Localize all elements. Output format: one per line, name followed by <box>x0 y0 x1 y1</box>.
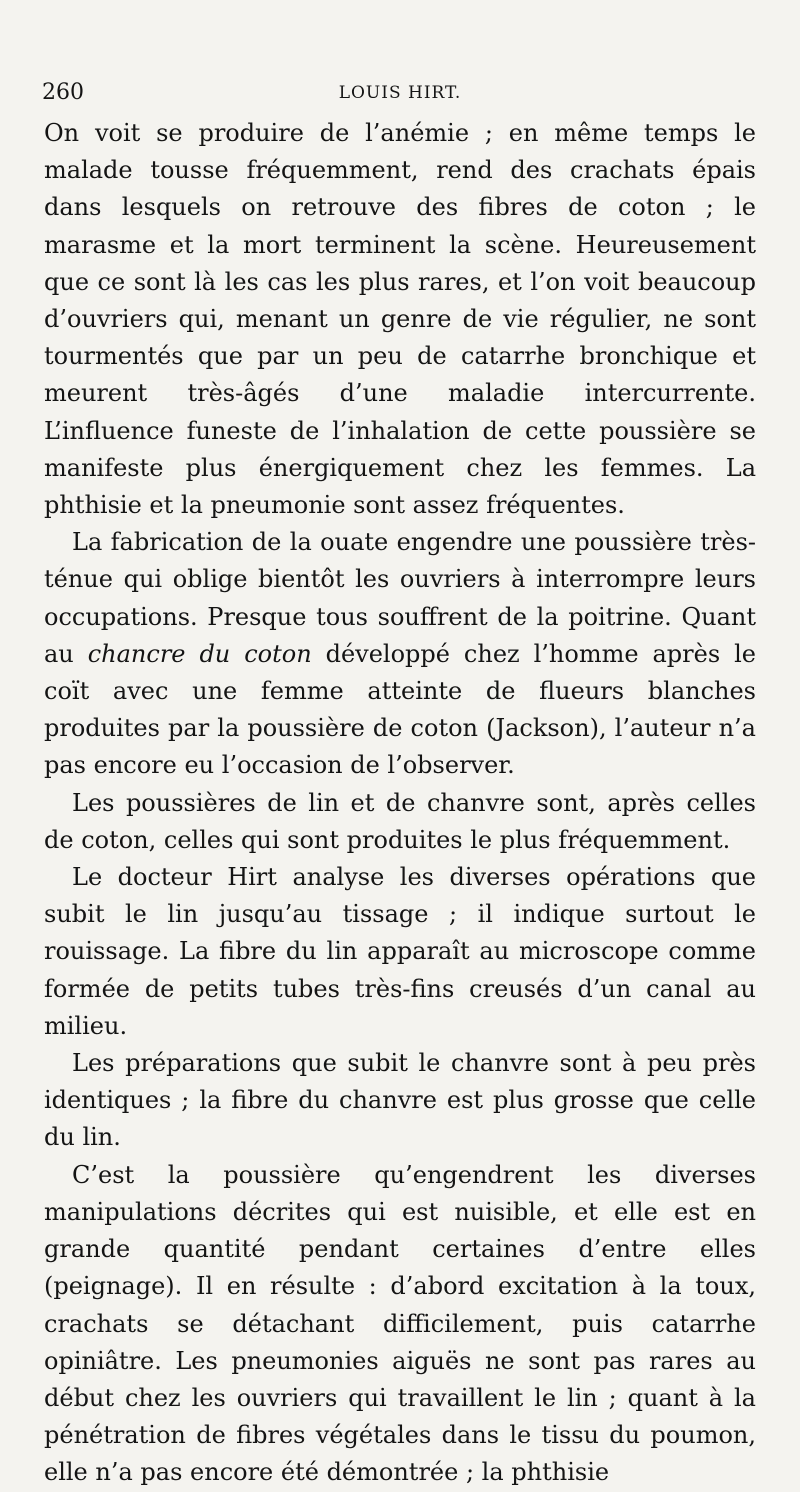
body-text <box>44 115 756 1492</box>
italic-term: chancre du coton <box>87 639 312 668</box>
paragraph-4: Le docteur Hirt analyse les diverses opérations que subit le lin jusqu’au tissage ; il indique surtout le rouissage. La fibre du lin apparaît au microscope comme formée de petits tubes très-fins creusés d’un canal au milieu. <box>44 863 756 1040</box>
paragraph-5: Les préparations que subit le chanvre sont à peu près identiques ; la fibre du chanvre est plus grosse que celle du lin. <box>44 1049 756 1152</box>
page-number: 260 <box>42 80 84 105</box>
paragraph-6: C’est la poussière qu’engendrent les diverses manipulations décrites qui est nuisible, et elle est en grande quantité pendant certaines d’entre elles (peignage). Il en résulte : d’abord excitation à la toux, crachats se détachant difficilement, puis catarrhe opiniâtre. Les pneumonies aiguës ne sont pas rares au début chez les ouvriers qui travaillent le lin ; quant à la pénétration de fibres végétales dans le tissu du poumon, elle n’a pas encore été démontrée ; la phthisie <box>44 1160 756 1487</box>
paragraph-2-text-after: développé chez l’homme après le coït avec une femme atteinte de flueurs blanches produites par la poussière de coton (Jackson), l’auteur n’a pas encore eu l’occasion de l’observer. <box>44 639 756 780</box>
paragraph-1: On voit se produire de l’anémie ; en même temps le malade tousse fréquemment, rend des crachats épais dans lesquels on retrouve des fibres de coton ; le marasme et la mort terminent la scène. Heureusement que ce sont là les cas les plus rares, et l’on voit beaucoup d’ouvriers qui, menant un genre de vie régulier, ne sont tourmentés que par un peu de catarrhe bronchique et meurent très-âgés d’une maladie intercurrente. L’influence funeste de l’inhalation de cette poussière se manifeste plus énergiquement chez les femmes. La phthisie et la pneumonie sont assez fréquentes. <box>44 119 756 520</box>
page-header <box>42 80 758 110</box>
paragraph-2 <box>44 524 756 784</box>
running-head: LOUIS HIRT. <box>338 83 462 103</box>
paragraph-3: Les poussières de lin et de chanvre sont, après celles de coton, celles qui sont produites le plus fréquemment. <box>44 788 756 854</box>
paragraph-2-text-before: La fabrication de la ouate engendre une poussière très-ténue qui oblige bientôt les ouvriers à interrompre leurs occupations. Presque tous souffrent de la poitrine. Quant au <box>44 528 756 668</box>
